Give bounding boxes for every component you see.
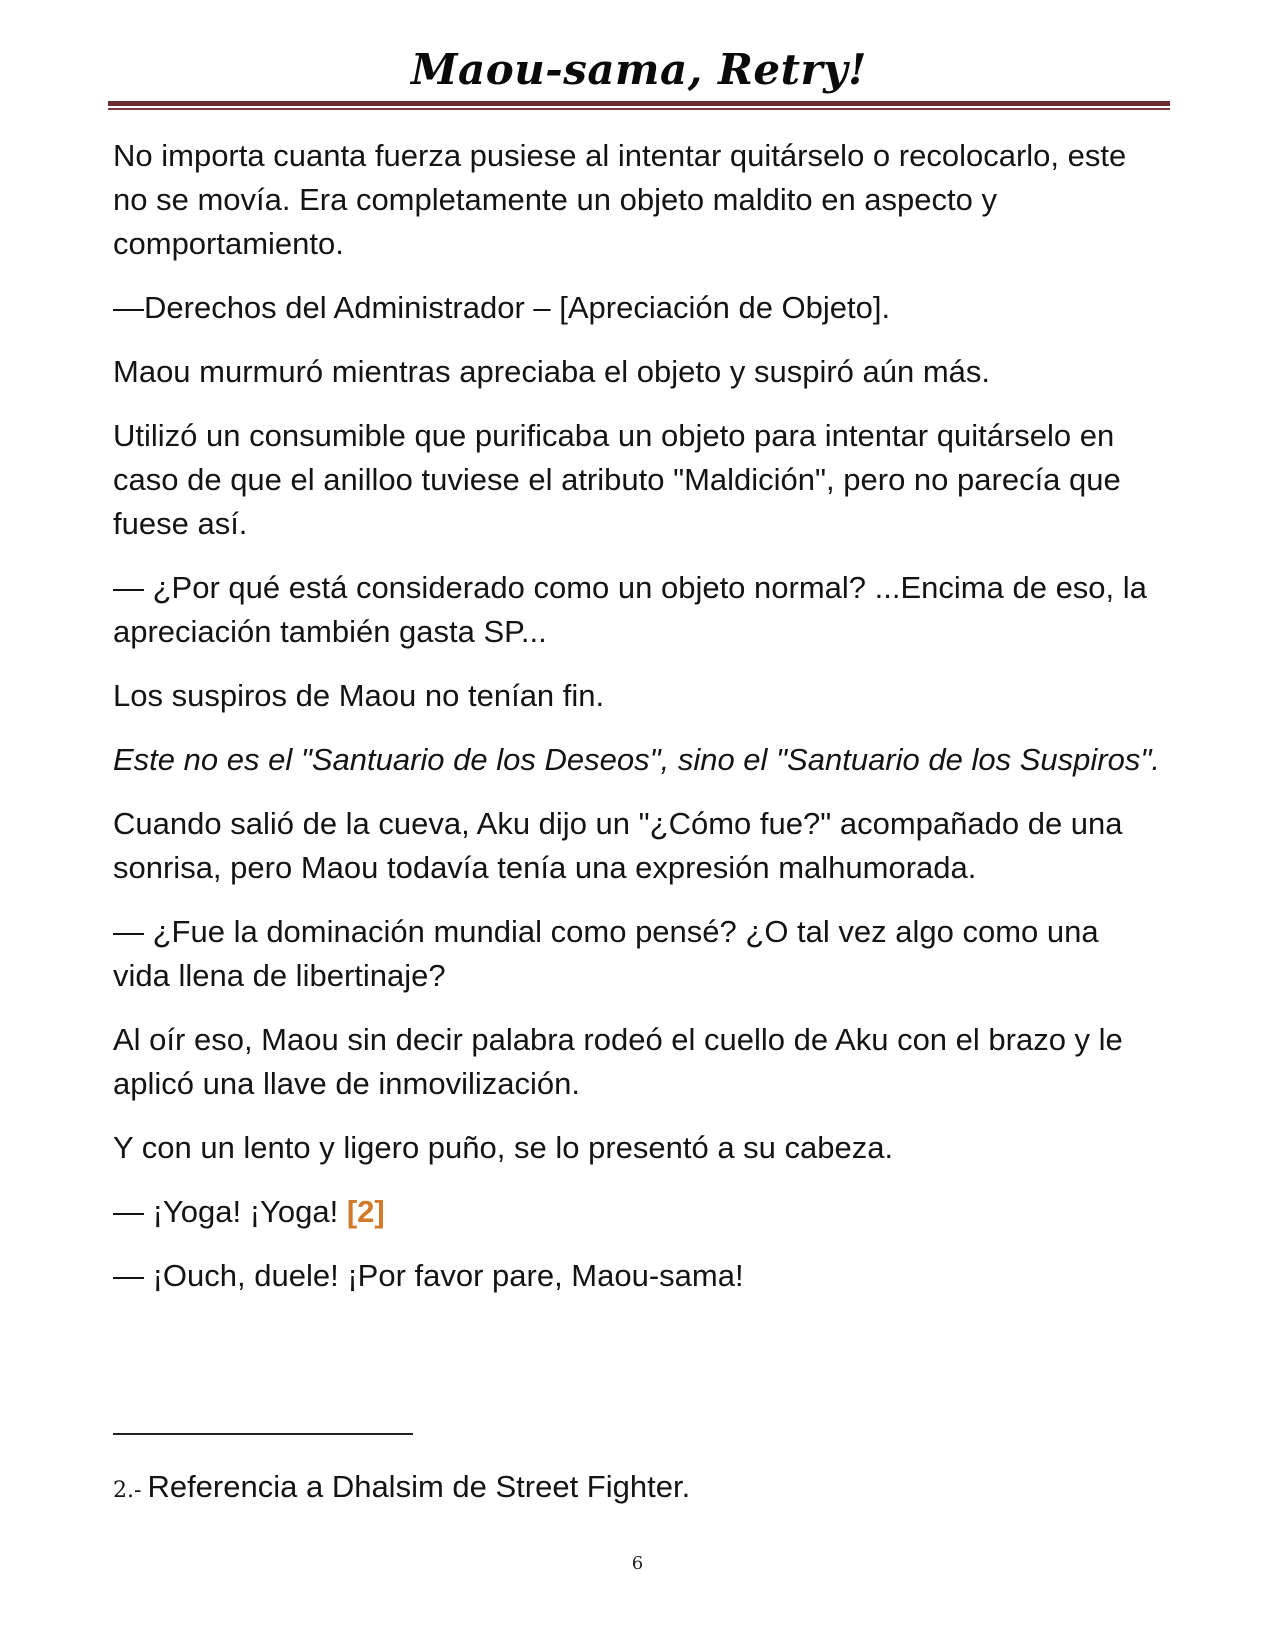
footnote-text: Referencia a Dhalsim de Street Fighter. — [147, 1469, 691, 1504]
footnote-reference-link[interactable]: [2] — [346, 1194, 385, 1229]
paragraph-italic: Este no es el "Santuario de los Deseos", sino el "Santuario de los Suspiros". — [113, 742, 1160, 777]
footnote-separator — [113, 1433, 413, 1435]
header-divider-thick — [108, 101, 1170, 106]
document-title: Maou-sama, Retry! — [411, 45, 867, 94]
header-divider-thin — [108, 108, 1170, 110]
paragraph: — ¿Por qué está considerado como un objeto normal? ...Encima de eso, la apreciación también gasta SP... — [113, 570, 1147, 649]
paragraph-with-footnote — [113, 1190, 1163, 1234]
paragraph: — ¿Fue la dominación mundial como pensé? ¿O tal vez algo como una vida llena de libertinaje? — [113, 914, 1099, 993]
footnote-number: 2.- — [113, 1478, 142, 1503]
body-text — [113, 134, 1163, 1318]
page-number: 6 — [631, 1553, 644, 1574]
paragraph: Utilizó un consumible que purificaba un objeto para intentar quitárselo en caso de que el anilloo tuviese el atributo "Maldición", pero no parecía que fuese así. — [113, 418, 1121, 541]
paragraph-text: — ¡Yoga! ¡Yoga! — [113, 1194, 347, 1229]
paragraph: —Derechos del Administrador – [Apreciación de Objeto]. — [113, 290, 891, 325]
paragraph: Maou murmuró mientras apreciaba el objeto y suspiró aún más. — [113, 354, 991, 389]
paragraph: No importa cuanta fuerza pusiese al intentar quitárselo o recolocarlo, este no se movía. Era completamente un objeto maldito en aspecto y comportamiento. — [113, 138, 1127, 261]
paragraph: — ¡Ouch, duele! ¡Por favor pare, Maou-sama! — [113, 1258, 744, 1293]
paragraph: Y con un lento y ligero puño, se lo presentó a su cabeza. — [113, 1130, 894, 1165]
header-divider — [108, 101, 1170, 110]
page-header — [108, 40, 1170, 100]
paragraph: Los suspiros de Maou no tenían fin. — [113, 678, 605, 713]
paragraph: Al oír eso, Maou sin decir palabra rodeó el cuello de Aku con el brazo y le aplicó una llave de inmovilización. — [113, 1022, 1123, 1101]
paragraph: Cuando salió de la cueva, Aku dijo un "¿Cómo fue?" acompañado de una sonrisa, pero Maou todavía tenía una expresión malhumorada. — [113, 806, 1123, 885]
footnote — [113, 1467, 1163, 1511]
